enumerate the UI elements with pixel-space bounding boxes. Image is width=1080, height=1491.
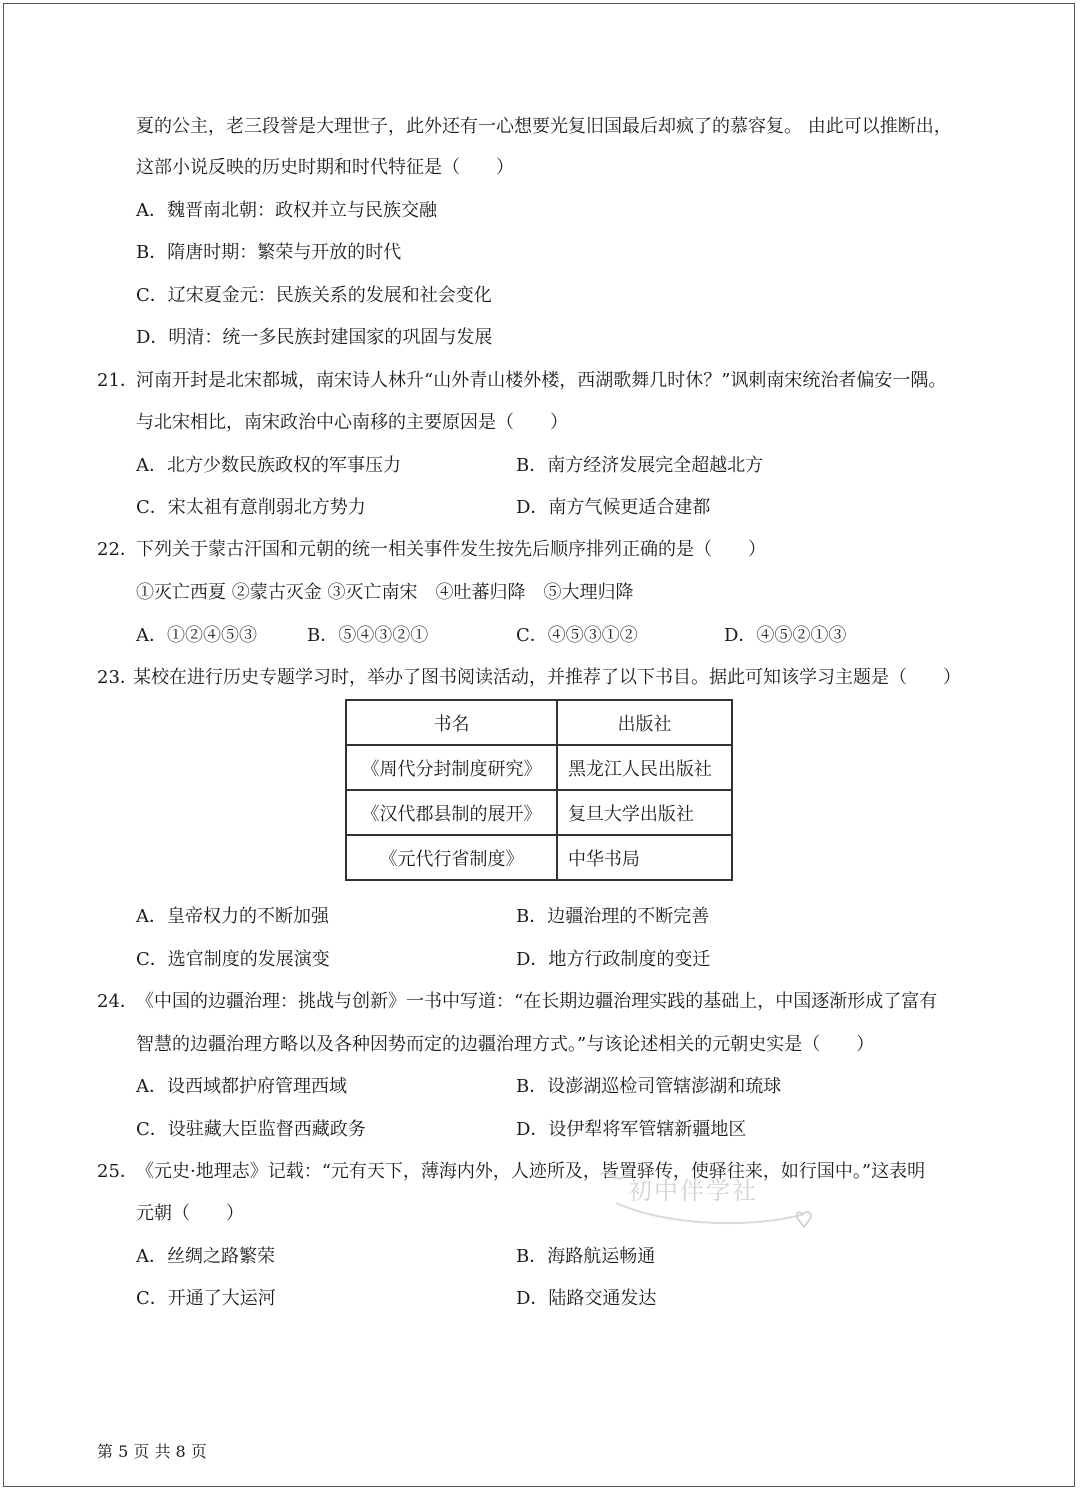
q20-text-line-1: 夏的公主，老三段誉是大理世子，此外还有一心想要光复旧国最后却疯了的慕容复。 由此可以推断出， xyxy=(136,116,952,137)
table-cell-title: 《元代行省制度》 xyxy=(346,835,557,880)
q25-option-d: D．陆路交通发达 xyxy=(516,1288,657,1309)
q24-option-b: B．设澎湖巡检司管辖澎湖和琉球 xyxy=(516,1076,782,1097)
table-row xyxy=(346,745,732,790)
q24-text-line-1: 《中国的边疆治理：挑战与创新》一书中写道：“在长期边疆治理实践的基础上，中国逐渐形成了富有 xyxy=(136,991,938,1012)
table-header-publisher: 出版社 xyxy=(557,700,732,745)
q24-option-a: A．设西域都护府管理西域 xyxy=(136,1076,347,1097)
q21-text-line-2: 与北宋相比，南宋政治中心南移的主要原因是（ ） xyxy=(136,412,568,433)
q21-option-a: A．北方少数民族政权的军事压力 xyxy=(136,455,401,476)
q24-option-c: C．设驻藏大臣监督西藏政务 xyxy=(136,1119,366,1140)
table-row xyxy=(346,790,732,835)
q22-option-b: B．⑤④③②① xyxy=(307,625,429,646)
q22-events: ①灭亡西夏 ②蒙古灭金 ③灭亡南宋 ④吐蕃归降 ⑤大理归降 xyxy=(136,582,634,603)
q22-option-d: D．④⑤②①③ xyxy=(724,625,847,646)
book-list-table xyxy=(345,699,733,881)
q23-text-line-1: 某校在进行历史专题学习时，举办了图书阅读活动，并推荐了以下书目。据此可知该学习主题是（ ） xyxy=(133,667,961,688)
q24-text-line-2: 智慧的边疆治理方略以及各种因势而定的边疆治理方式。”与该论述相关的元朝史实是（ ） xyxy=(136,1034,875,1055)
q23-option-c: C．选官制度的发展演变 xyxy=(136,949,330,970)
q20-option-b: B．隋唐时期：繁荣与开放的时代 xyxy=(136,242,402,263)
q22-option-c: C．④⑤③①② xyxy=(516,625,638,646)
q22-option-a: A．①②④⑤③ xyxy=(136,625,257,646)
q25-number: 25． xyxy=(97,1161,138,1182)
table-header-title: 书名 xyxy=(346,700,557,745)
watermark-text: 初中伴学社 xyxy=(628,1177,758,1205)
q23-option-b: B．边疆治理的不断完善 xyxy=(516,906,710,927)
table-cell-publisher: 中华书局 xyxy=(557,835,732,880)
watermark xyxy=(596,1163,826,1233)
q22-text-line-1: 下列关于蒙古汗国和元朝的统一相关事件发生按先后顺序排列正确的是（ ） xyxy=(136,539,766,560)
table-header-row xyxy=(346,700,732,745)
q21-option-d: D．南方气候更适合建都 xyxy=(516,497,711,518)
q25-option-c: C．开通了大运河 xyxy=(136,1288,276,1309)
table-cell-title: 《汉代郡县制的展开》 xyxy=(346,790,557,835)
q20-option-a: A．魏晋南北朝：政权并立与民族交融 xyxy=(136,200,437,221)
q23-number: 23． xyxy=(97,667,138,688)
q23-option-a: A．皇帝权力的不断加强 xyxy=(136,906,329,927)
q21-option-c: C．宋太祖有意削弱北方势力 xyxy=(136,497,366,518)
q25-option-b: B．海路航运畅通 xyxy=(516,1246,656,1267)
q21-option-b: B．南方经济发展完全超越北方 xyxy=(516,455,764,476)
q22-number: 22． xyxy=(97,539,138,560)
q24-option-d: D．设伊犁将军管辖新疆地区 xyxy=(516,1119,747,1140)
q20-text-line-2: 这部小说反映的历史时期和时代特征是（ ） xyxy=(136,157,514,178)
table-row xyxy=(346,835,732,880)
table-cell-publisher: 复旦大学出版社 xyxy=(557,790,732,835)
q24-number: 24． xyxy=(97,991,138,1012)
table-cell-title: 《周代分封制度研究》 xyxy=(346,745,557,790)
page-footer: 第 5 页 共 8 页 xyxy=(97,1442,207,1461)
q25-text-line-1: 《元史·地理志》记载：“元有天下，薄海内外，人迹所及，皆置驿传，使驿往来，如行国中。”这表明 xyxy=(136,1161,926,1182)
q25-option-a: A．丝绸之路繁荣 xyxy=(136,1246,275,1267)
q23-option-d: D．地方行政制度的变迁 xyxy=(516,949,711,970)
q20-option-d: D．明清：统一多民族封建国家的巩固与发展 xyxy=(136,327,493,348)
q25-text-line-2: 元朝（ ） xyxy=(136,1203,244,1224)
q20-option-c: C．辽宋夏金元：民族关系的发展和社会变化 xyxy=(136,285,492,306)
q21-number: 21． xyxy=(97,370,138,391)
table-cell-publisher: 黑龙江人民出版社 xyxy=(557,745,732,790)
q21-text-line-1: 河南开封是北宋都城，南宋诗人林升“山外青山楼外楼，西湖歌舞几时休？”讽刺南宋统治者偏安一隅。 xyxy=(136,370,947,391)
